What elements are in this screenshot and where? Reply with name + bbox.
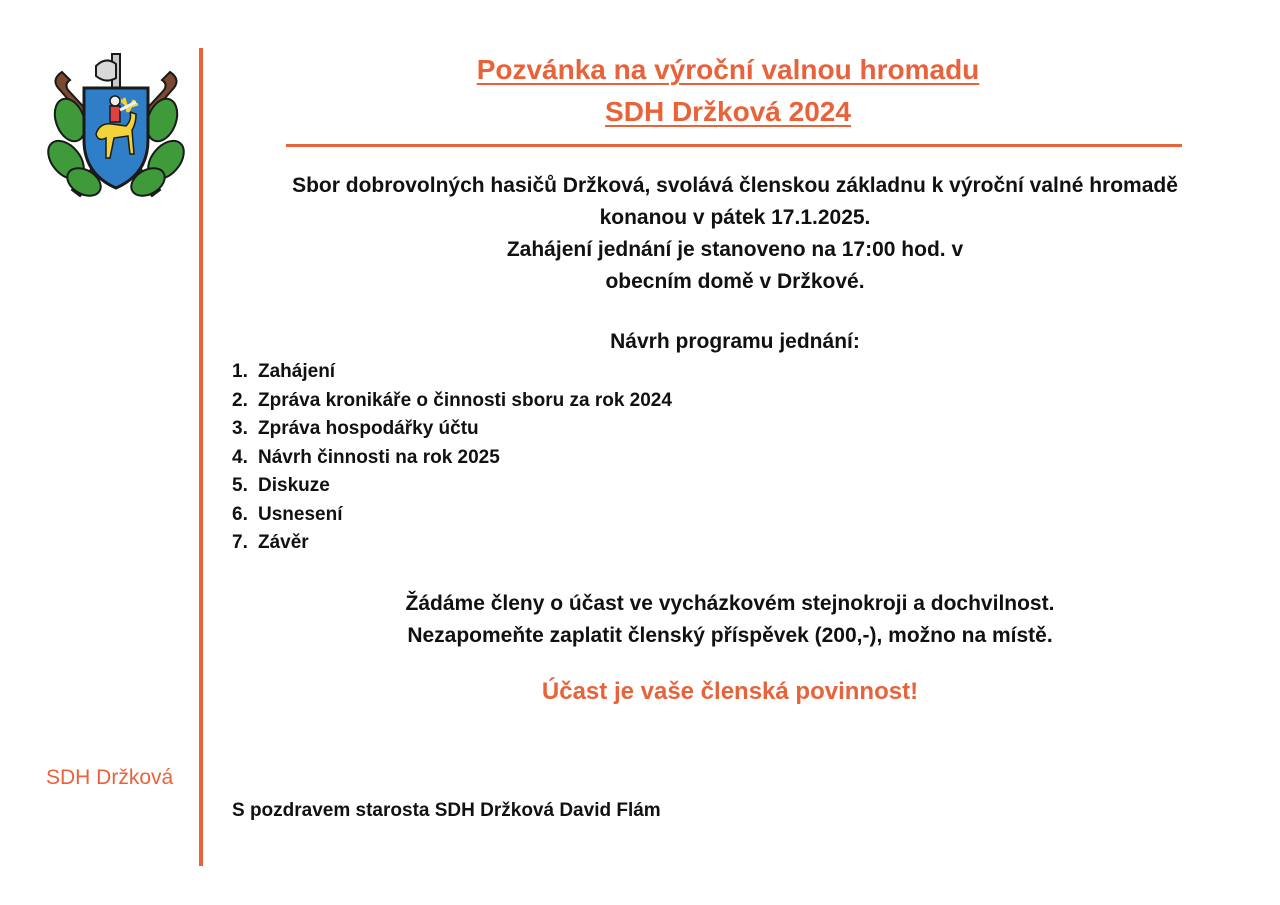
title-line2: SDH Držková 2024 (605, 96, 851, 127)
item-text: Zpráva hospodářky účtu (258, 418, 479, 439)
list-item (232, 529, 672, 558)
list-item (232, 358, 672, 387)
request-line2: Nezapomeňte zaplatit členský příspěvek (200,-), možno na místě. (407, 624, 1053, 647)
item-number: 6. (232, 503, 248, 525)
list-item (232, 387, 672, 416)
agenda-title: Návrh programu jednání: (610, 330, 860, 353)
intro-line4: obecním domě v Držkové. (605, 270, 865, 293)
sdh-emblem-icon (40, 50, 192, 202)
request-line1: Žádáme členy o účast ve vycházkovém stejnokroji a dochvilnost. (405, 592, 1055, 615)
item-number: 5. (232, 475, 248, 496)
item-number: 3. (232, 418, 248, 439)
intro-line2: konanou v pátek 17.1.2025. (599, 206, 871, 229)
duty-statement: Účast je vaše členská povinnost! (541, 678, 919, 705)
item-number: 2. (232, 389, 248, 411)
title-line1: Pozvánka na výroční valnou hromadu (476, 54, 980, 85)
closing-signature: S pozdravem starosta SDH Držková David Flám (232, 800, 661, 821)
list-item (232, 501, 672, 530)
agenda-list (232, 358, 672, 558)
org-name-side: SDH Držková (46, 766, 174, 789)
item-text: Návrh činnosti na rok 2025 (258, 446, 500, 468)
request-paragraph (330, 588, 1130, 652)
item-number: 4. (232, 446, 248, 468)
intro-paragraph (240, 170, 1230, 298)
list-item (232, 472, 672, 501)
item-number: 7. (232, 532, 248, 553)
item-text: Usnesení (258, 503, 343, 525)
item-text: Závěr (258, 532, 309, 553)
header-divider (286, 144, 1182, 147)
intro-line3: Zahájení jednání je stanoveno na 17:00 hod. v (506, 238, 964, 261)
item-text: Zahájení (258, 361, 336, 382)
item-number: 1. (232, 361, 248, 382)
margin-line (199, 48, 203, 866)
list-item (232, 444, 672, 473)
list-item (232, 415, 672, 444)
item-text: Zpráva kronikáře o činnosti sboru za rok 2024 (258, 389, 672, 411)
intro-line1: Sbor dobrovolných hasičů Držková, svolává členskou základnu k výroční valné hromadě (292, 174, 1178, 197)
item-text: Diskuze (258, 475, 330, 496)
